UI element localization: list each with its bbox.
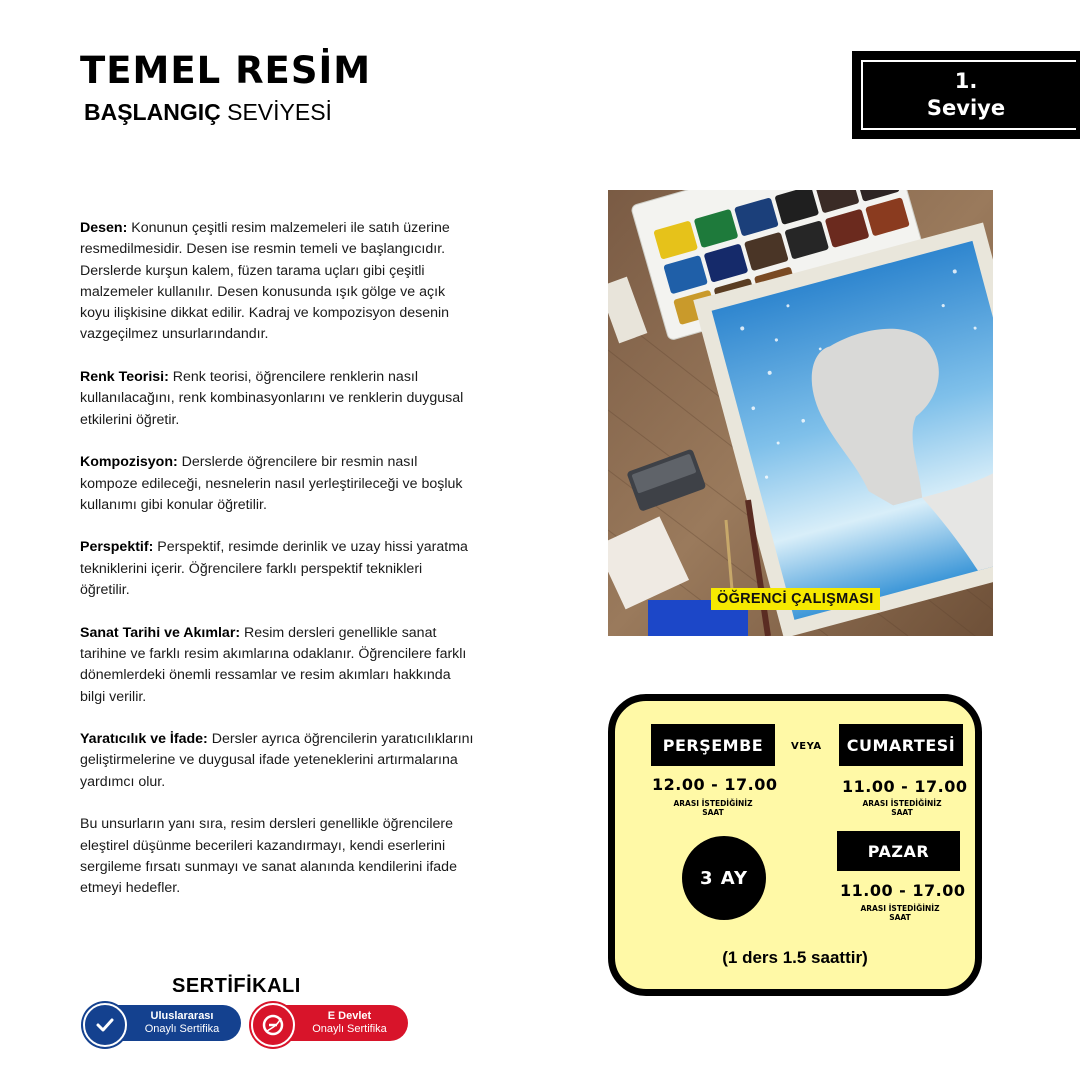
paragraph-heading: Kompozisyon: <box>80 454 178 471</box>
paragraph-body: Renk teorisi, öğrencilere renklerin nasıl kullanılacağını, renk kombinasyonlarını ve renklerin duygusal etkilerini öğretir. <box>80 369 464 428</box>
note-line: SAAT <box>891 808 913 817</box>
paragraph-body: Dersler ayrıca öğrencilerin yaratıcılıklarını geliştirmelerine ve duygusal ifade yeteneklerini artırmalarına yardımcı olur. <box>80 731 474 790</box>
time-thursday: 12.00 - 17.00 <box>652 775 778 794</box>
level-number: 1. <box>954 68 978 93</box>
schedule-card <box>608 694 982 996</box>
student-artwork-photo <box>608 190 993 636</box>
description-paragraph <box>80 218 475 346</box>
photo-caption: ÖĞRENCİ ÇALIŞMASI <box>711 588 880 610</box>
page-title: TEMEL RESİM <box>80 49 372 92</box>
certificate-title: SERTİFİKALI <box>172 975 301 997</box>
time-sunday: 11.00 - 17.00 <box>840 881 966 900</box>
paragraph-body: Bu unsurların yanı sıra, resim dersleri genellikle öğrencilere eleştirel düşünme becerileri kazandırmayı, kendi eserlerini sergileme fırsatı sunmayı ve sanat alanında kendilerini ifade etmeyi hedefler. <box>80 816 457 897</box>
paragraph-heading: Desen: <box>80 220 128 236</box>
description-paragraph <box>80 623 475 708</box>
paragraph-body: Konunun çeşitli resim malzemeleri ile satıh üzerine resmedilmesidir. Desen ise resmin temeli ve başlangıcıdır. Derslerde kurşun kalem, füzen tarama uçları gibi çeşitli malzemeler kullanılır. Desen konusunda ışık gölge ve açık koyu ilişkisine dikkat edilir. Kadraj ve kompozisyon desenin vazgeçilmez unsurlarındandır. <box>80 220 450 343</box>
level-badge <box>852 51 1080 139</box>
time-note <box>847 799 957 817</box>
description-text <box>80 218 475 921</box>
or-label: VEYA <box>791 741 822 752</box>
duration-badge: 3 AY <box>682 836 766 920</box>
note-line: ARASI İSTEDİĞİNİZ <box>673 799 753 808</box>
description-paragraph <box>80 729 475 793</box>
day-sunday: PAZAR <box>837 831 960 871</box>
badge-subtitle: Onaylı Sertifika <box>312 1023 387 1035</box>
note-line: ARASI İSTEDİĞİNİZ <box>860 904 940 913</box>
note-line: SAAT <box>702 808 724 817</box>
subtitle-light: SEVİYESİ <box>227 99 332 125</box>
note-line: SAAT <box>889 913 911 922</box>
badge-text <box>125 1010 239 1036</box>
paragraph-body: Perspektif, resimde derinlik ve uzay hissi yaratma tekniklerini içerir. Öğrencilere farklı perspektif teknikleri öğretilir. <box>80 539 468 599</box>
badge-title: Uluslararası <box>150 1010 214 1022</box>
edevlet-certificate-badge <box>251 1005 408 1041</box>
time-note <box>658 799 768 817</box>
time-note <box>845 904 955 922</box>
paragraph-heading: Renk Teorisi: <box>80 369 169 386</box>
level-label: Seviye <box>926 96 1006 120</box>
page-subtitle <box>84 99 332 126</box>
day-thursday: PERŞEMBE <box>651 724 775 766</box>
edevlet-logo-icon <box>251 1003 295 1047</box>
badge-title: E Devlet <box>327 1010 372 1022</box>
description-paragraph <box>80 367 475 431</box>
lesson-length: (1 ders 1.5 saattir) <box>722 948 868 967</box>
description-paragraph <box>80 814 475 899</box>
paragraph-heading: Sanat Tarihi ve Akımlar: <box>80 624 241 641</box>
time-saturday: 11.00 - 17.00 <box>842 777 968 796</box>
subtitle-bold: BAŞLANGIÇ <box>84 99 221 125</box>
paragraph-body: Resim dersleri genellikle sanat tarihine ve farklı resim akımlarına odaklanır. Öğrencilere farklı dönemlerdeki önemli ressamlar ve resim akımları hakkında bilgi verilir. <box>80 624 467 705</box>
description-paragraph <box>80 452 475 516</box>
badge-text <box>293 1010 406 1036</box>
note-line: ARASI İSTEDİĞİNİZ <box>862 799 942 808</box>
description-paragraph <box>80 537 475 601</box>
paragraph-body: Derslerde öğrencilere bir resmin nasıl kompoze edileceği, nesnelerin nasıl yerleştirileceği ve boşluk kullanımı gibi konular öğretilir. <box>80 454 463 513</box>
paragraph-heading: Yaratıcılık ve İfade: <box>80 731 208 748</box>
day-saturday: CUMARTESİ <box>839 724 963 766</box>
badge-subtitle: Onaylı Sertifika <box>144 1023 220 1035</box>
checkmark-icon <box>83 1003 127 1047</box>
paragraph-heading: Perspektif: <box>80 539 154 556</box>
international-certificate-badge <box>83 1005 241 1041</box>
